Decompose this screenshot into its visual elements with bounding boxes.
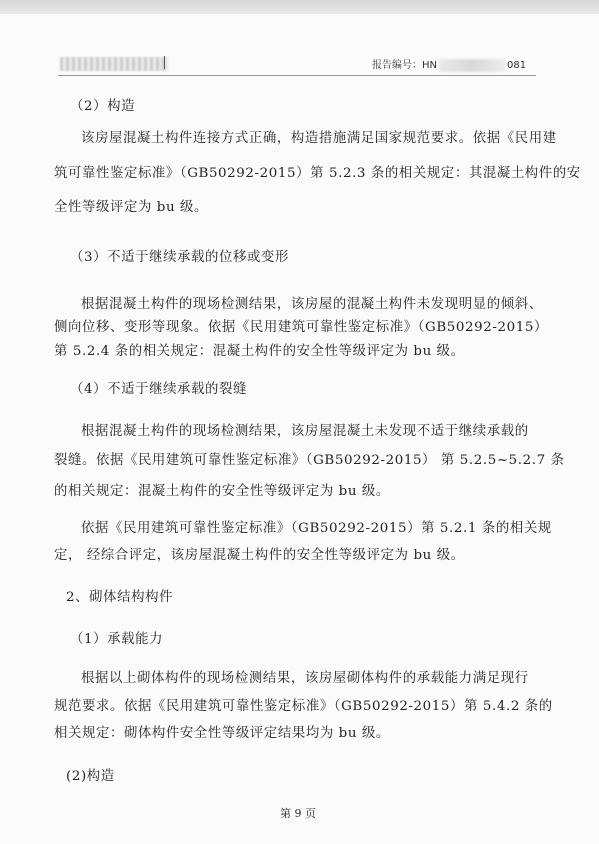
redacted-header-text xyxy=(60,57,168,71)
heading-displacement: （3）不适于继续承载的位移或变形 xyxy=(70,250,289,265)
heading-masonry-construction: (2)构造 xyxy=(66,769,115,784)
heading-cracks: （4）不适于继续承载的裂缝 xyxy=(70,382,248,397)
paragraph-line: 该房屋混凝土构件连接方式正确，构造措施满足国家规范要求。依据《民用建 xyxy=(81,131,557,146)
paragraph-line: 根据混凝土构件的现场检测结果，该房屋的混凝土构件未发现明显的倾斜、 xyxy=(81,297,543,312)
paragraph-line: 的相关规定：混凝土构件的安全性等级评定为 bu 级。 xyxy=(54,484,390,499)
paragraph-line: 定， 经综合评定，该房屋混凝土构件的安全性等级评定为 bu 级。 xyxy=(54,548,465,563)
report-number xyxy=(372,56,526,72)
paragraph-line: 依据《民用建筑可靠性鉴定标准》（GB50292-2015）第 5.2.1 条的相关规 xyxy=(81,521,552,536)
page-number: 第 9 页 xyxy=(280,807,316,820)
paragraph-line: 规范要求。依据《民用建筑可靠性鉴定标准》（GB50292-2015）第 5.4.2 条的 xyxy=(54,699,553,714)
paragraph-line: 全性等级评定为 bu 级。 xyxy=(54,200,209,215)
report-number-prefix: HN xyxy=(422,60,437,71)
report-number-suffix: 081 xyxy=(507,60,527,71)
heading-capacity: （1）承载能力 xyxy=(70,632,164,647)
paragraph-line: 筑可靠性鉴定标准》（GB50292-2015）第 5.2.3 条的相关规定：其混凝土构件的安 xyxy=(54,166,581,181)
header-rule xyxy=(58,75,536,76)
header-divider xyxy=(164,56,165,69)
paragraph-line: 根据混凝土构件的现场检测结果，该房屋混凝土未发现不适于继续承载的 xyxy=(81,424,529,439)
paragraph-line: 第 5.2.4 条的相关规定：混凝土构件的安全性等级评定为 bu 级。 xyxy=(54,344,465,359)
heading-masonry: 2、砌体结构构件 xyxy=(66,590,174,605)
paragraph-line: 相关规定：砌体构件安全性等级评定结果均为 bu 级。 xyxy=(54,726,390,741)
redacted-report-number xyxy=(439,59,505,72)
paragraph-line: 侧向位移、变形等现象。依据《民用建筑可靠性鉴定标准》（GB50292-2015） xyxy=(54,320,548,335)
heading-construction: （2）构造 xyxy=(70,99,136,114)
paragraph-line: 根据以上砌体构件的现场检测结果，该房屋砌体构件的承载能力满足现行 xyxy=(81,671,529,686)
report-number-label: 报告编号： xyxy=(372,60,422,71)
paragraph-line: 裂缝。依据《民用建筑可靠性鉴定标准》（GB50292-2015） 第 5.2.5~5.2.7 条 xyxy=(54,453,565,468)
